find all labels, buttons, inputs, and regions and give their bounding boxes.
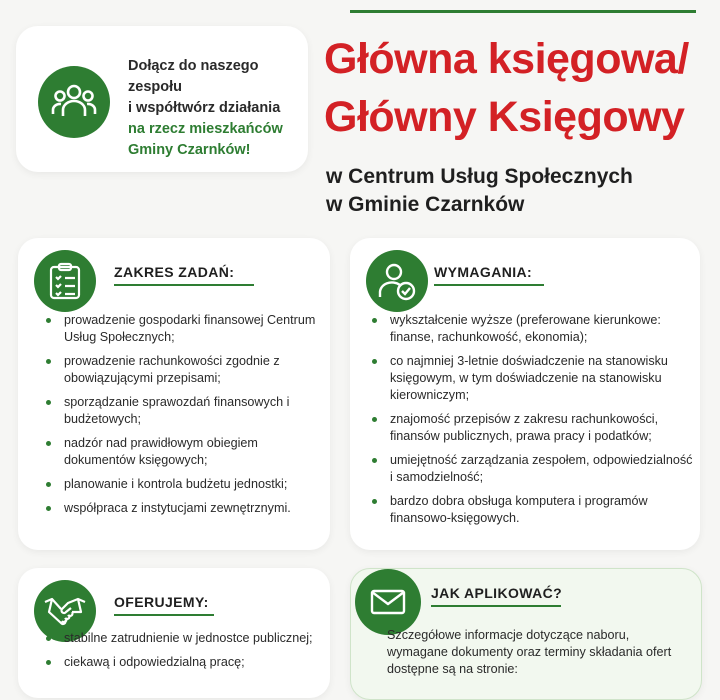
offer-card	[18, 568, 330, 698]
join-line-4: Gminy Czarnków!	[128, 142, 251, 158]
offer-heading: OFERUJEMY:	[114, 594, 209, 610]
heading-underline	[434, 284, 544, 286]
offer-list	[44, 630, 328, 678]
list-item: co najmniej 3-letnie doświadczenie na stanowisku księgowym, w tym doświadczenie na stanowisku kierowniczym;	[370, 353, 698, 404]
tasks-card	[18, 238, 330, 550]
tasks-list	[44, 312, 328, 524]
apply-heading: JAK APLIKOWAĆ?	[431, 585, 563, 601]
title-line-1: Główna księgowa/	[324, 35, 689, 83]
envelope-icon	[355, 569, 421, 635]
title-line-2: Główny Księgowy	[324, 93, 685, 141]
list-item: wykształcenie wyższe (preferowane kierunkowe: finanse, rachunkowość, ekonomia);	[370, 312, 698, 346]
person-check-icon	[366, 250, 428, 312]
requirements-card	[350, 238, 700, 550]
list-item: współpraca z instytucjami zewnętrznymi.	[44, 500, 328, 517]
subtitle-line-2: w Gminie Czarnków	[326, 193, 525, 216]
list-item: nadzór nad prawidłowym obiegiem dokumentów księgowych;	[44, 435, 328, 469]
apply-card	[350, 568, 702, 700]
tasks-heading: ZAKRES ZADAŃ:	[114, 264, 235, 280]
list-item: sporządzanie sprawozdań finansowych i budżetowych;	[44, 394, 328, 428]
subtitle-line-1: w Centrum Usług Społecznych	[326, 165, 633, 188]
list-item: prowadzenie rachunkowości zgodnie z obowiązującymi przepisami;	[44, 353, 328, 387]
list-item: stabilne zatrudnienie w jednostce publicznej;	[44, 630, 328, 647]
apply-description: Szczegółowe informacje dotyczące naboru, wymagane dokumenty oraz terminy składania ofert dostępne są na stronie:	[387, 628, 672, 676]
list-item: prowadzenie gospodarki finansowej Centrum Usług Społecznych;	[44, 312, 328, 346]
requirements-heading: WYMAGANIA:	[434, 264, 533, 280]
clipboard-checklist-icon	[34, 250, 96, 312]
join-line-2: i współtwórz działania	[128, 100, 281, 116]
page-title	[324, 30, 716, 146]
join-line-3: na rzecz mieszkańców	[128, 121, 283, 137]
requirements-list	[370, 312, 698, 534]
join-team-card	[16, 26, 308, 172]
heading-underline	[114, 284, 254, 286]
list-item: ciekawą i odpowiedzialną pracę;	[44, 654, 328, 671]
join-line-1: Dołącz do naszego zespołu	[128, 58, 259, 95]
list-item: planowanie i kontrola budżetu jednostki;	[44, 476, 328, 493]
heading-underline	[431, 605, 561, 607]
list-item: umiejętność zarządzania zespołem, odpowiedzialność i samodzielność;	[370, 452, 698, 486]
join-message	[128, 56, 304, 161]
top-divider	[350, 10, 696, 13]
list-item: znajomość przepisów z zakresu rachunkowości, finansów publicznych, prawa pracy i podatków;	[370, 411, 698, 445]
heading-underline	[114, 614, 214, 616]
list-item: bardzo dobra obsługa komputera i programów finansowo-księgowych.	[370, 493, 698, 527]
people-group-icon	[38, 66, 110, 138]
page-subtitle	[326, 163, 706, 219]
